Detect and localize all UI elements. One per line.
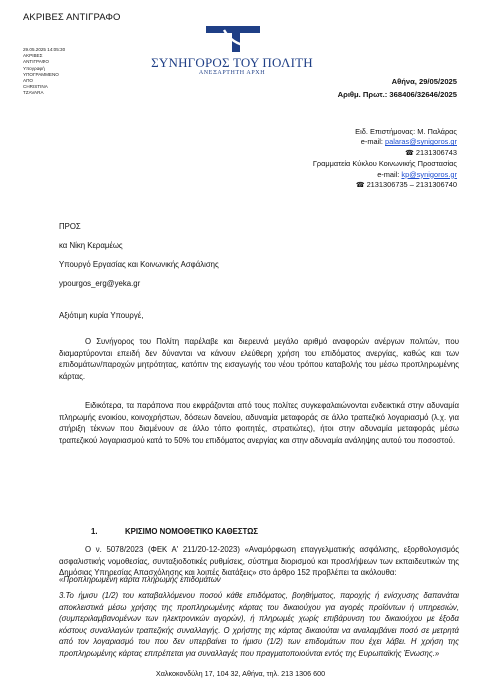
protocol-number: Αριθμ. Πρωτ.: 368406/32646/2025	[337, 90, 457, 99]
recipient-to: ΠΡΟΣ	[59, 222, 81, 231]
footer-address: Χαλκοκονδύλη 17, 104 32, Αθήνα, τηλ. 213 1306 600	[155, 669, 326, 678]
section-heading	[59, 527, 258, 536]
section-number: 1.	[91, 527, 98, 536]
stamp-line: 29.05.2025 14:05:30	[23, 47, 66, 52]
stamp-line: ΥΠΟΓΡΑΜΜΕΝΟ	[23, 71, 59, 77]
secretariat-name: Γραμματεία Κύκλου Κοινωνικής Προστασίας	[312, 159, 457, 169]
logo-mark-icon	[202, 24, 264, 54]
email-label: e-mail:	[360, 137, 385, 147]
logo-name: ΣΥΝΗΓΟΡΟΣ ΤΟΥ ΠΟΛΙΤΗ	[151, 55, 313, 70]
stamp-line: ΑΝΤΙΓΡΑΦΟ	[23, 59, 49, 65]
section-title: ΚΡΙΣΙΜΟ ΝΟΜΟΘΕΤΙΚΟ ΚΑΘΕΣΤΩΣ	[125, 527, 259, 536]
officer-phone: 2131306743	[415, 147, 457, 157]
salutation: Αξιότιμη κυρία Υπουργέ,	[59, 311, 144, 320]
recipient-name: κα Νίκη Κεραμέως	[59, 241, 123, 250]
paragraph-text: Ο Συνήγορος του Πολίτη παρέλαβε και διερευνά μεγάλο αριθμό αναφορών ανέργων πολιτών, που διαμαρτύρονται επειδή δεν δύνανται να κάνουν ελεύθερη χρήση του επιδόματος ανεργίας, καθώς και των επιδομάτων/παροχών μητρότητας, κατόπιν της εισαγωγής του νέου τρόπου καταβολής του μέσω προπληρωμένης κάρτας.	[59, 337, 459, 381]
quote-body	[59, 590, 459, 660]
paragraph-1	[59, 336, 459, 382]
email-row-2	[313, 170, 457, 180]
stamp-line: CHRISTINA	[23, 84, 48, 90]
signature-stamp-details	[23, 47, 65, 97]
email-label: e-mail:	[377, 169, 402, 179]
recipient-ministry: Υπουργό Εργασίας και Κοινωνικής Ασφάλισης	[59, 260, 219, 269]
stamp-line: Υπογραφή	[23, 65, 45, 71]
contact-block	[313, 127, 457, 191]
phone-icon: ☎	[355, 182, 365, 190]
phone-row-2	[313, 180, 457, 191]
officer-email-link[interactable]: palaras@synigoros.gr	[385, 137, 457, 147]
paragraph-text: Ειδικότερα, τα παράπονα που εκφράζονται από τους πολίτες συγκεφαλαιώνονται ενδεικτικά στην αδυναμία πληρωμής ενοικίου, κοινοχρήστων, δόσεων δανείου, αδυναμία μεταφοράς σε άλλο τραπεζικό λογαριασμό (λ.χ. για στήριξη τέκνων που διαμένουν σε άλλο τόπο φοιτητές, στρατιώτες), ήτοι στην αδυναμία μεταφοράς μέσω τραπεζικού λογαριασμού κατά το 50% του επιδόματος ανεργίας και στην αδυναμία ανάληψης αυτού του ποσοστού.	[59, 401, 459, 445]
paragraph-text: Ο ν. 5078/2023 (ΦΕΚ Α' 211/20-12-2023) «Αναμόρφωση επαγγελματικής ασφάλισης, εξορθολογισμός ασφαλιστικής νομοθεσίας, συνταξιοδοτικές ρυθμίσεις, σύστημα διορισμού και προσλήψεων των εκπαιδευτικών της Δημόσιας Υπηρεσίας Απασχόλησης και λοιπές διατάξεις» στο άρθρο 152 προβλέπει τα ακόλουθα:	[59, 545, 459, 578]
paragraph-2	[59, 400, 459, 446]
logo-subtitle: ΑΝΕΞΑΡΤΗΤΗ ΑΡΧΗ	[198, 70, 266, 76]
recipient-email: ypourgos_erg@yeka.gr	[59, 279, 141, 288]
quote-heading: «Προπληρωμένη κάρτα πληρωμής επιδομάτων	[59, 575, 221, 584]
stamp-line: ΑΚΡΙΒΕΣ	[23, 53, 43, 59]
ombudsman-logo	[142, 24, 322, 88]
phone-row-1	[313, 148, 457, 159]
secretariat-email-link[interactable]: kp@synigoros.gr	[401, 169, 457, 179]
officer-name: Ειδ. Επιστήμονας: Μ. Παλάρας	[355, 127, 457, 136]
secretariat-phones: 2131306735 – 2131306740	[366, 180, 457, 190]
quote-text: 3.Το ήμισυ (1/2) του καταβαλλόμενου ποσού κάθε επιδόματος, βοηθήματος, παροχής ή ενίσχυσης δαπανάται αποκλειστικά μέσω χρήσης της προπληρωμένης κάρτας του δικαιούχου για αγορές προϊόντων ή υπηρεσιών, (συμπεριλαμβανομένων των ηλεκτρονικών αγορών), ή πληρωμές χωρίς επιβάρυνση του δικαιούχου με έξοδα κόστους συναλλαγών τραπεζικής συναλλαγής. Ο χρήστης της κάρτας δικαιούται να αναλαμβάνει ποσό σε μετρητά από τον λογαριασμό του που δεν υπερβαίνει το ήμισυ (1/2) των επιδομάτων που έχει λάβει. Η χρήση της προπληρωμένης κάρτας επιτρέπεται για συναλλαγές που πραγματοποιούνται εντός της Ευρωπαϊκής Ένωσης.»	[59, 591, 459, 658]
law-paragraph	[59, 544, 459, 579]
document-date: Αθήνα, 29/05/2025	[391, 77, 457, 86]
stamp-title: ΑΚΡΙΒΕΣ ΑΝΤΙΓΡΑΦΟ	[23, 12, 121, 23]
email-row-1	[313, 137, 457, 147]
stamp-line: TZAVARA	[23, 90, 44, 96]
stamp-line: ΑΠΟ	[23, 78, 33, 84]
phone-icon: ☎	[405, 149, 414, 157]
